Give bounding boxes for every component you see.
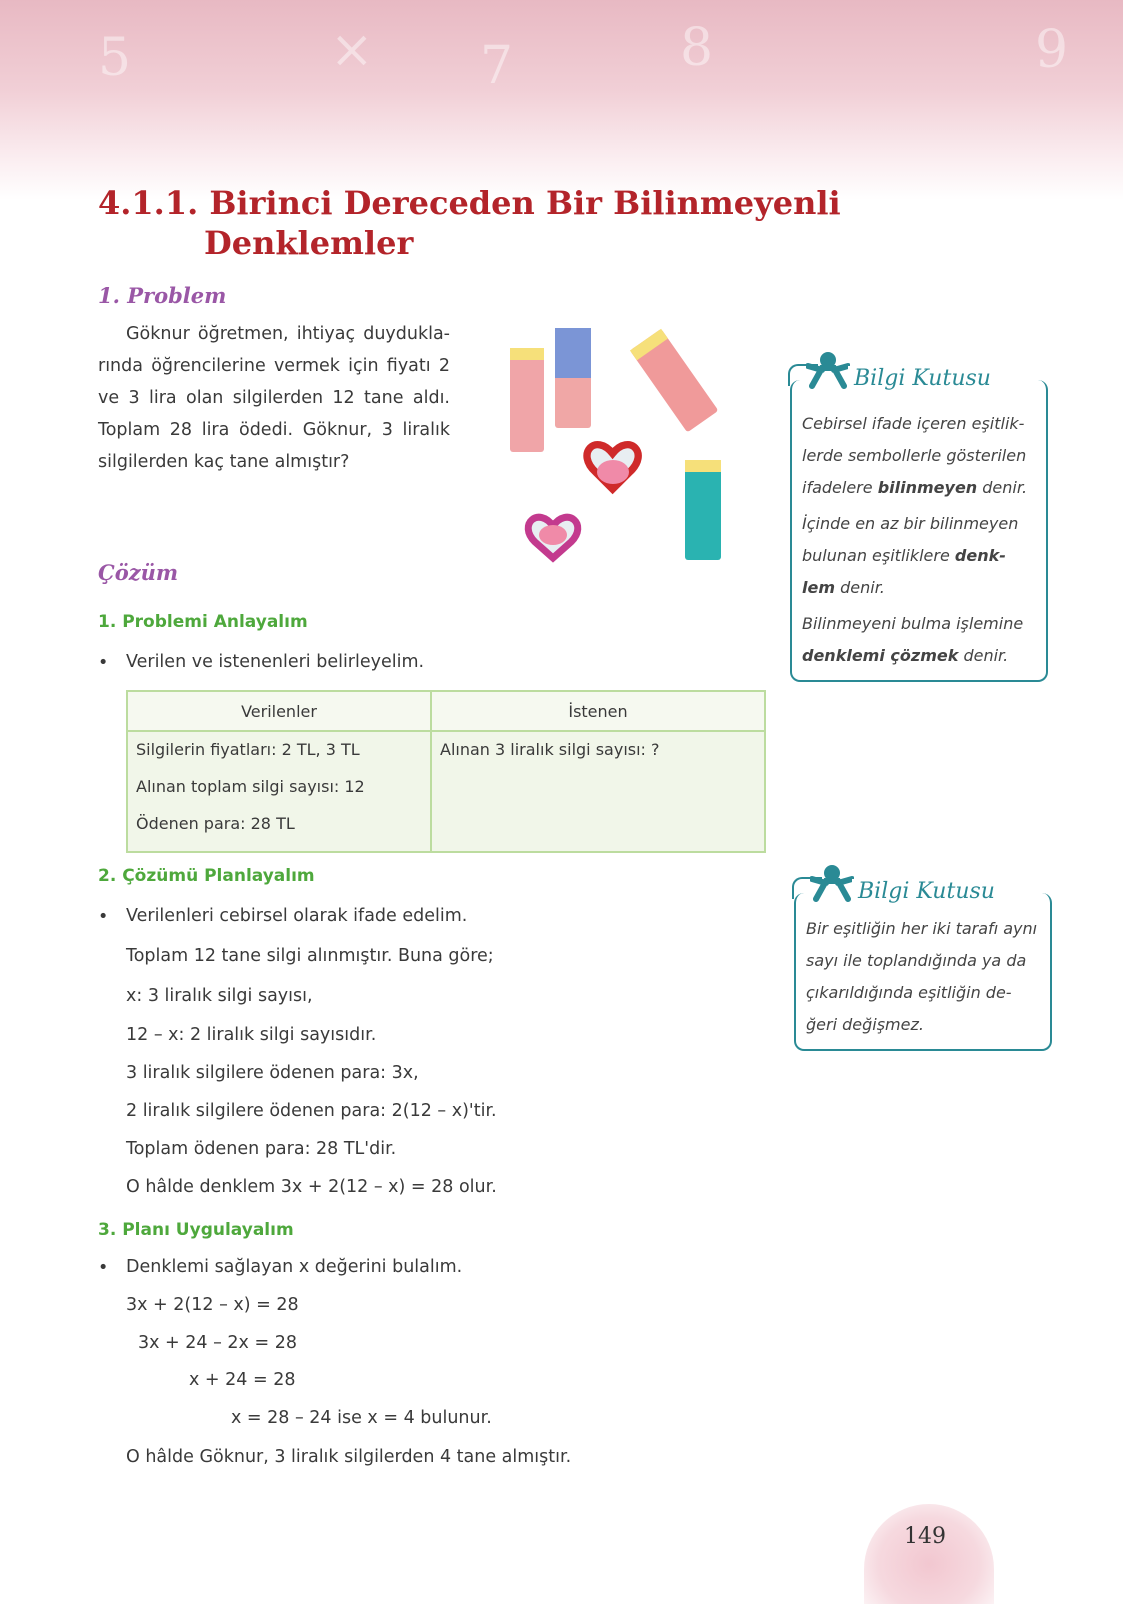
info-box-1-title: Bilgi Kutusu [848,366,997,391]
eraser-blue-sleeve [555,328,591,378]
info-text: İçinde en az bir bilinmeyen bulunan eşitliklere [802,514,1019,565]
eraser-pink-1 [510,348,544,452]
page-number-badge [864,1504,994,1604]
eraser-pink-2 [630,329,718,433]
problem-text [98,318,450,478]
page-number: 149 [904,1524,946,1549]
info-box-1 [790,366,1048,682]
decorative-digit: 7 [480,36,514,96]
givens-cell [127,731,431,852]
info-keyword: bilinmeyen [877,478,978,497]
heart-center [539,525,567,545]
step1-title: 1. Problemi Anlayalım [98,612,308,632]
info-box-1-text [802,408,1038,676]
bullet-icon: • [98,653,109,673]
title-line-2: Denklemler [204,224,414,262]
header-band [0,0,1123,200]
plan-line: 3 liralık silgilere ödenen para: 3x, [126,1063,419,1083]
step2-bullet: Verilenleri cebirsel olarak ifade edelim. [126,906,468,926]
info-text: denir. [977,478,1028,497]
step3-title: 3. Planı Uygulayalım [98,1220,294,1240]
table-header-asked: İstenen [431,691,765,731]
info-box-2 [794,879,1052,1051]
equation-line: 3x + 2(12 – x) = 28 [126,1295,299,1315]
conclusion-line: O hâlde Göknur, 3 liralık silgilerden 4 tane almıştır. [126,1447,572,1467]
eraser-cap [685,460,721,472]
plan-line: Toplam ödenen para: 28 TL'dir. [126,1139,397,1159]
erasers-illustration [495,320,755,580]
info-text: Bilinmeyeni bulma işlemine [802,614,1024,633]
step2-title: 2. Çözümü Planlayalım [98,866,315,886]
info-box-2-title: Bilgi Kutusu [852,879,1001,904]
decorative-digit: 9 [1035,20,1069,80]
info-keyword: denklemi çözmek [802,646,959,665]
eraser-teal [685,460,721,560]
decorative-digit: 8 [680,18,714,78]
given-item: Silgilerin fiyatları: 2 TL, 3 TL [136,740,360,759]
plan-line: 2 liralık silgilere ödenen para: 2(12 – x)'tir. [126,1101,497,1121]
info-paragraph [802,608,1038,672]
problem-text-body: Göknur öğretmen, ihtiyaç duydukla-rında öğrencilerine vermek için fiyatı 2 ve 3 lira olan silgilerden 12 tane aldı. Toplam 28 lira ödedi. Göknur, 3 liralık silgilerden kaç tane almıştır? [98,324,450,472]
equation-line: x + 24 = 28 [189,1370,296,1390]
thinking-figure-icon [810,863,854,903]
plan-line: 12 – x: 2 liralık silgi sayısıdır. [126,1025,377,1045]
eraser-cap [510,348,544,360]
info-box-2-text: Bir eşitliğin her iki tarafı aynı sayı ile toplandığında ya da çıkarıldığında eşitliğin de-ğeri değişmez. [806,919,1038,1034]
info-text: denir. [835,578,885,597]
decorative-digit: × [330,20,374,80]
given-item: Ödenen para: 28 TL [136,814,295,833]
solution-heading: Çözüm [98,560,179,585]
step3-bullet: Denklemi sağlayan x değerini bulalım. [126,1257,463,1277]
givens-table [126,690,766,853]
given-item: Alınan toplam silgi sayısı: 12 [136,777,365,796]
asked-cell [431,731,765,852]
page-title [98,183,841,263]
bullet-icon: • [98,1258,109,1278]
bullet-icon: • [98,907,109,927]
heart-center [597,460,629,484]
plan-line: O hâlde denklem 3x + 2(12 – x) = 28 olur. [126,1177,497,1197]
equation-line: x = 28 – 24 ise x = 4 bulunur. [231,1408,492,1428]
info-text: Cebirsel ifade içeren eşitlik-lerde sembollerle gösterilen ifadelere [802,414,1027,497]
title-line-1: 4.1.1. Birinci Dereceden Bir Bilinmeyenli [98,184,841,222]
asked-item: Alınan 3 liralık silgi sayısı: ? [440,740,660,759]
decorative-digit: 5 [98,28,132,88]
info-text: denir. [958,646,1009,665]
step1-bullet: Verilen ve istenenleri belirleyelim. [126,652,425,672]
problem-heading: 1. Problem [98,283,227,308]
info-paragraph [802,508,1038,604]
info-keyword: denk-lem [802,546,1006,597]
plan-line: x: 3 liralık silgi sayısı, [126,986,313,1006]
info-paragraph [802,408,1038,504]
thinking-figure-icon [806,350,850,390]
table-header-givens: Verilenler [127,691,431,731]
plan-line: Toplam 12 tane silgi alınmıştır. Buna göre; [126,946,494,966]
equation-line: 3x + 24 – 2x = 28 [138,1333,297,1353]
